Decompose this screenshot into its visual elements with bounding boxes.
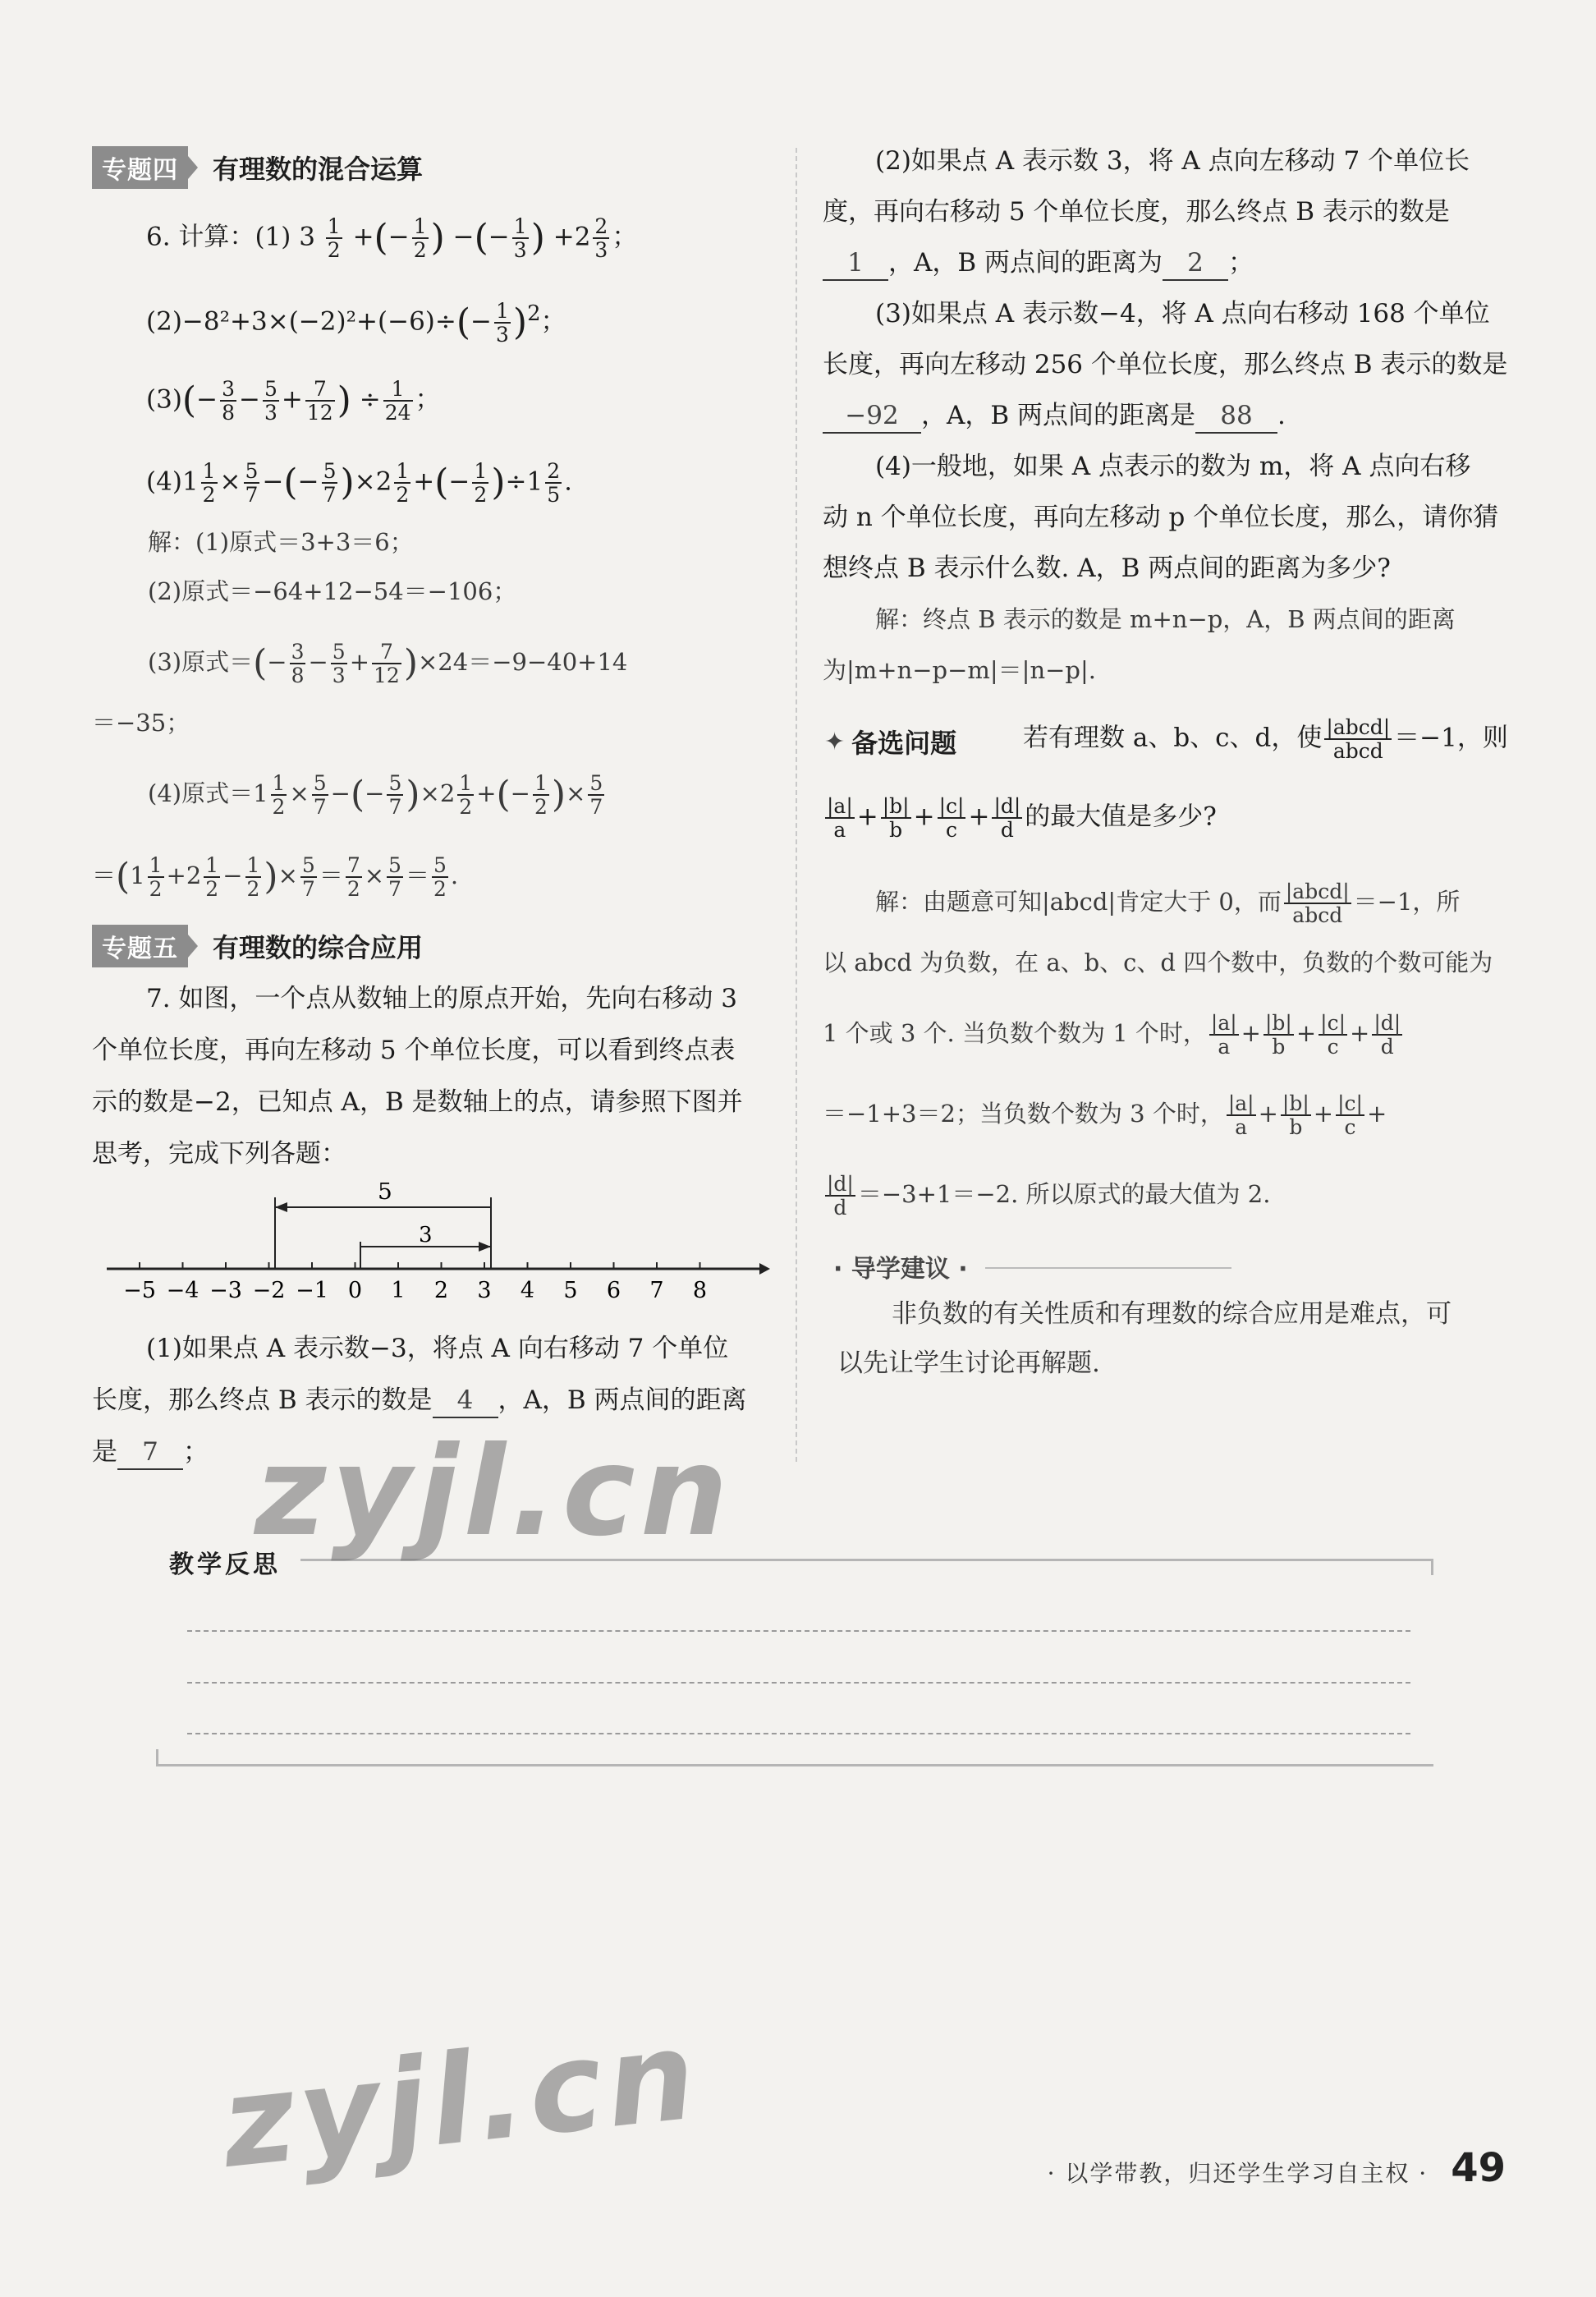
arrow-label-5: 5 [378,1183,392,1205]
spare-question-text: 若有理数 a、b、c、d，使 $\frac{\text{|abcd|}}{\text{abcd}}$ ＝−1，则 [1023,715,1508,763]
q7-2-text: (2)如果点 A 表示数 3，将 A 点向左移动 7 个单位长 [875,146,1470,176]
q7-1-text: 是 7 ； [92,1436,209,1470]
guide-text: 以先让学生讨论再解题. [837,1348,1100,1378]
solution-line: $\frac{|d|}{d}$ ＝−3+1＝−2. 所以原式的最大值为 2. [827,1172,1271,1220]
axis-tick-label: 2 [433,1278,449,1303]
solution-line: 以 abcd 为负数，在 a、b、c、d 四个数中，负数的个数可能为 [823,949,1493,976]
answer-blank: −92 [823,399,921,434]
tag-arrow-icon [188,935,198,958]
writing-line [187,1630,1410,1632]
q6-part4: (4)1 $\frac{1}{2}$ × $\frac{5}{7}$ −(− $\frac{5}{7}$ )×2 $\frac{1}{2}$ +(− $\frac{1}{2}$ )÷1 $\frac{2}{5}$ . [146,459,572,507]
q7-4-text: (4)一般地，如果 A 点表示的数为 m，将 A 点向右移 [875,452,1471,481]
topic-tag: 专题四 [92,146,188,189]
topic-title: 有理数的综合应用 [213,932,424,963]
axis-tick-label: 5 [563,1278,578,1303]
answer-blank: 2 [1163,246,1228,281]
diamond-icon: ✦ [824,727,846,756]
q6-part3: (3)(− $\frac{3}{8}$ − $\frac{5}{3}$ + $\frac{7}{12}$ ) ÷ $\frac{1}{24}$ ； [146,377,441,425]
page-number: 49 [1451,2145,1506,2191]
q7-3-text: −92 ，A，B 两点间的距离是 88 . [823,399,1286,434]
q7-text: 示的数是−2，已知点 A，B 是数轴上的点，请参照下图并 [92,1087,743,1117]
guide-text: 非负数的有关性质和有理数的综合应用是难点，可 [892,1299,1452,1329]
guide-rule [985,1267,1231,1269]
solution-line: ＝−1+3＝2；当负数个数为 3 个时， $\frac{|a|}{a}$ + $\frac{|b|}{b}$ + $\frac{|c|}{c}$ + [823,1091,1387,1139]
axis-tick-label: 3 [477,1278,492,1303]
axis-tick-label: −2 [252,1278,286,1303]
axis-tick-label: 0 [347,1278,363,1303]
q7-3-text: 长度，再向左移动 256 个单位长度，那么终点 B 表示的数是 [823,350,1508,379]
q6-part2: (2)−8²+3×(−2)²+(−6)÷(− $\frac{1}{3}$ )$^2$； [146,298,566,347]
axis-tick-label: −1 [296,1278,328,1303]
solution-line: ＝−35； [92,709,190,737]
topic-tag: 专题五 [92,925,188,967]
number-line-svg [99,1183,772,1306]
watermark: zyjl.cn [215,2004,707,2196]
writing-line [187,1733,1410,1734]
topic-banner-4 [92,146,423,189]
solution-line: (4)原式＝1 $\frac{1}{2}$ × $\frac{5}{7}$ −(− $\frac{5}{7}$ )×2 $\frac{1}{2}$ +(− $\frac{1}{2}$ )× $\frac{5}{7}$ [148,771,603,819]
writing-line [187,1682,1410,1684]
solution-line: 为|m+n−p−m|＝|n−p|. [823,656,1096,684]
solution-line: 解：终点 B 表示的数是 m+n−p，A，B 两点间的距离 [875,605,1456,633]
q7-1-text: 长度，那么终点 B 表示的数是 4 ，A，B 两点间的距离 [92,1384,747,1418]
topic-title: 有理数的混合运算 [213,154,424,185]
teaching-reflection-box [163,1544,1433,1766]
axis-tick-label: −4 [166,1278,200,1303]
reflection-corner [1431,1559,1433,1575]
q6-part1: 6. 计算：(1) 3 $\frac{1}{2}$ +(− $\frac{1}{2}$ ) −(− $\frac{1}{3}$ ) +2 $\frac{2}{3}$ ； [146,214,638,262]
reflection-title: 教学反思 [169,1550,281,1579]
axis-tick-label: −5 [123,1278,156,1303]
axis-tick-label: 1 [391,1278,406,1303]
axis-tick-label: 7 [649,1278,664,1303]
q7-4-text: 想终点 B 表示什么数. A，B 两点间的距离为多少? [823,554,1391,583]
solution-line: (2)原式＝−64+12−54＝−106； [148,577,517,605]
axis-tick-label: −3 [209,1278,242,1303]
axis-tick-label: 8 [692,1278,708,1303]
solution-line: ＝(1 $\frac{1}{2}$ +2 $\frac{1}{2}$ − $\frac{1}{2}$ )× $\frac{5}{7}$ ＝ $\frac{7}{2}$ × $\frac{5}{7}$ ＝ $\frac{5}{2}$ . [92,853,459,901]
answer-blank: 1 [823,246,888,281]
axis-tick-label: 4 [520,1278,535,1303]
q7-2-text: 1 ，A，B 两点间的距离为 2 ； [823,246,1254,281]
q7-text: 个单位长度，再向左移动 5 个单位长度，可以看到终点表 [92,1036,736,1065]
solution-line: 解：由题意可知|abcd|肯定大于 0，而 $\frac{\text{|abcd|}}{\text{abcd}}$ ＝−1，所 [875,880,1461,927]
solution-line: 解：(1)原式＝3+3＝6； [148,528,414,556]
reflection-corner [156,1749,158,1766]
q7-text: 7. 如图，一个点从数轴上的原点开始，先向右移动 3 [146,984,738,1013]
q7-text: 思考，完成下列各题： [92,1139,346,1169]
spare-question-title: 备选问题 [851,728,957,759]
q7-3-text: (3)如果点 A 表示数−4，将 A 点向右移动 168 个单位 [875,299,1490,328]
spare-question-banner [824,723,956,760]
q7-1-text: (1)如果点 A 表示数−3，将点 A 向右移动 7 个单位 [146,1334,729,1363]
reflection-bottom-rule [156,1764,1433,1766]
watermark: zyjl.cn [255,1421,733,1564]
spare-question-text: $\frac{|a|}{a}$ + $\frac{|b|}{b}$ + $\frac{|c|}{c}$ + $\frac{|d|}{d}$ 的最大值是多少? [827,794,1217,842]
footer-motto: · 以学带教，归还学生学习自主权 · [1047,2160,1429,2187]
number-line-figure [99,1183,772,1309]
arrow-label-3: 3 [419,1223,433,1247]
solution-line: 1 个或 3 个. 当负数个数为 1 个时， $\frac{|a|}{a}$ + $\frac{|b|}{b}$ + $\frac{|c|}{c}$ + $\frac{|d|}{d}$ [823,1011,1401,1059]
topic-banner-5 [92,925,423,967]
tag-arrow-icon [188,156,198,179]
column-divider [796,148,797,1462]
guide-title: · 导学建议 · [833,1255,968,1284]
answer-blank: 88 [1195,399,1277,434]
answer-blank: 7 [117,1436,183,1470]
q7-4-text: 动 n 个单位长度，再向左移动 p 个单位长度，那么，请你猜 [823,503,1499,532]
solution-line: (3)原式＝(− $\frac{3}{8}$ − $\frac{5}{3}$ + $\frac{7}{12}$ )×24＝−9−40+14 [148,640,628,687]
q7-2-text: 度，再向右移动 5 个单位长度，那么终点 B 表示的数是 [823,197,1450,227]
axis-tick-label: 6 [606,1278,621,1303]
page-footer [1048,2145,1506,2191]
answer-blank: 4 [433,1384,498,1418]
